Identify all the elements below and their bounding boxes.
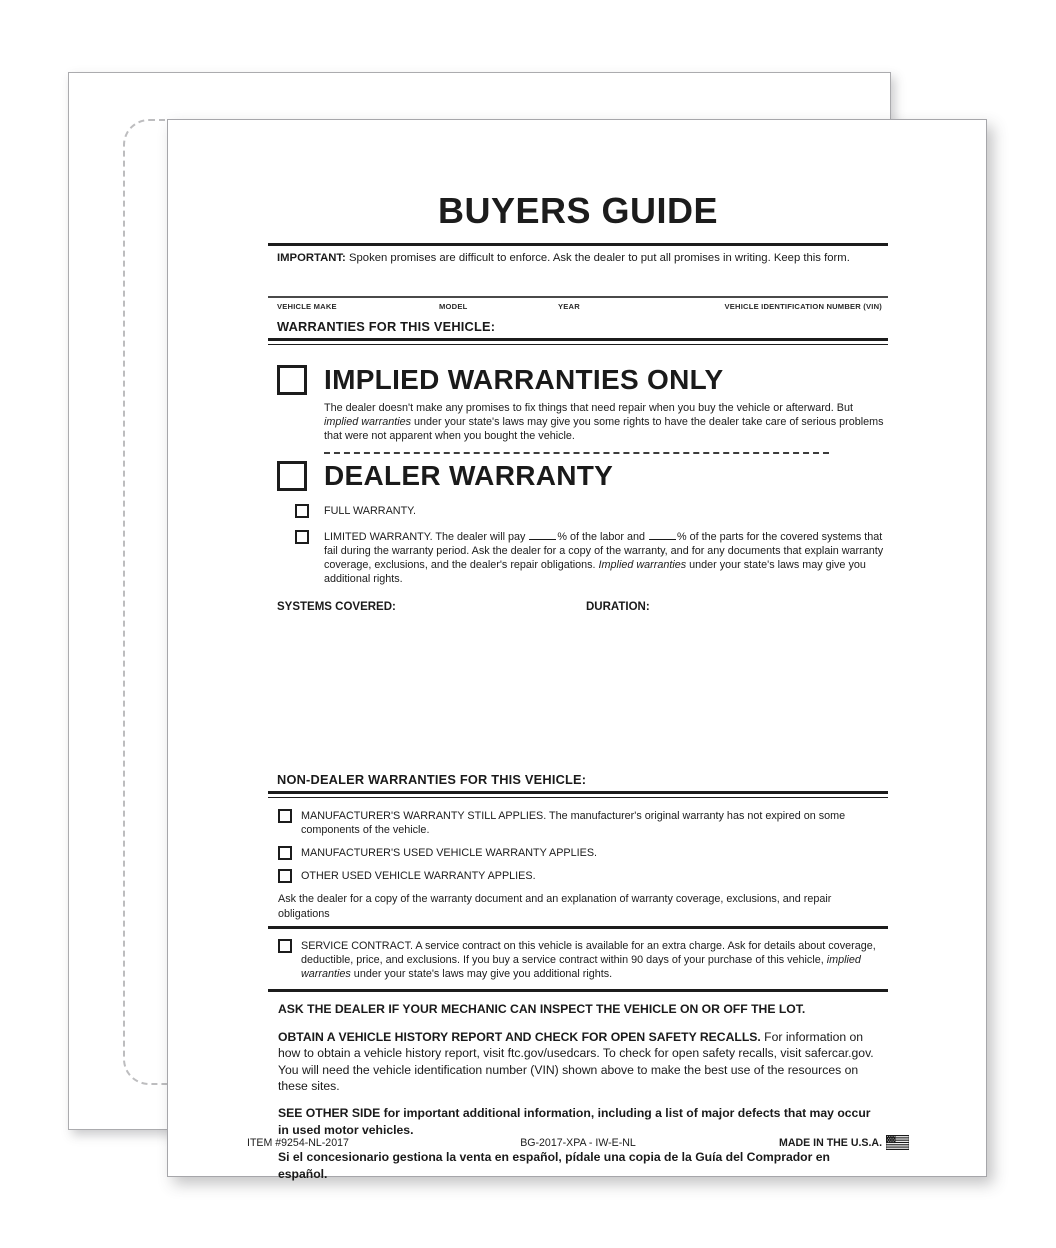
warranty-copy-note: Ask the dealer for a copy of the warranty document and an explanation of warranty coverage, exclusions, and repair obligations: [278, 893, 832, 920]
other-used-warranty-label: OTHER USED VEHICLE WARRANTY APPLIES.: [301, 870, 536, 883]
warranties-section-heading: WARRANTIES FOR THIS VEHICLE:: [277, 319, 496, 334]
service-text-italic: implied warranties: [301, 954, 861, 981]
service-text-part: under your state's laws may give you additional rights.: [350, 968, 613, 981]
vehicle-vin-label: VEHICLE IDENTIFICATION NUMBER (VIN): [724, 302, 882, 311]
page-title: BUYERS GUIDE: [437, 190, 719, 231]
full-warranty-row: [268, 504, 888, 518]
dealer-warranty-checkbox[interactable]: [277, 461, 307, 491]
important-label: IMPORTANT:: [277, 252, 346, 264]
form-content: [268, 120, 888, 1182]
other-used-warranty-row: [268, 869, 888, 883]
dashed-divider: [324, 452, 829, 454]
vehicle-year-label: YEAR: [558, 302, 580, 311]
mechanic-inspection-advisory: ASK THE DEALER IF YOUR MECHANIC CAN INSPECT THE VEHICLE ON OR OFF THE LOT.: [278, 1002, 806, 1017]
section-divider: [268, 338, 888, 345]
limited-text-part: LIMITED WARRANTY. The dealer will pay: [324, 530, 529, 543]
labor-percent-blank[interactable]: [529, 530, 556, 540]
manufacturers-used-warranty-row: [268, 846, 888, 860]
implied-warranties-title: IMPLIED WARRANTIES ONLY: [324, 364, 724, 395]
section-divider: [268, 791, 888, 798]
buyers-guide-form: [167, 119, 987, 1181]
systems-covered-label: SYSTEMS COVERED:: [277, 600, 396, 613]
important-text: Spoken promises are difficult to enforce. Ask the dealer to put all promises in writing. Keep this form.: [345, 252, 850, 264]
implied-warranties-row: [268, 364, 888, 396]
service-contract-checkbox[interactable]: [278, 939, 292, 953]
manufacturers-used-warranty-checkbox[interactable]: [278, 846, 292, 860]
service-text-part: SERVICE CONTRACT. A service contract on this vehicle is available for an extra charge. Ask for details about coverage, deductible, price, and exclusions. If you buy a service contract within 90 days of your purchase of this vehicle,: [301, 939, 876, 967]
history-report-advisory: [278, 1029, 882, 1095]
duration-label: DURATION:: [586, 600, 650, 613]
form-footer: [247, 1135, 909, 1150]
limited-text-part: % of the parts for the covered systems that fail during the warranty period. Ask the dealer for a copy of the warranty, and for any documents that explain warranty coverage, exclusions, and the dealer's repair obligations.: [324, 530, 884, 572]
implied-body-italic: implied warranties: [324, 416, 412, 429]
implied-body-part: The dealer doesn't make any promises to fix things that need repair when you buy the vehicle or afterward. But: [324, 402, 854, 414]
limited-warranty-row: [268, 530, 888, 587]
manufacturers-warranty-checkbox[interactable]: [278, 809, 292, 823]
non-dealer-section-heading: NON-DEALER WARRANTIES FOR THIS VEHICLE:: [277, 771, 587, 787]
vehicle-model-label: MODEL: [439, 302, 468, 311]
implied-warranties-checkbox[interactable]: [277, 365, 307, 395]
made-in-usa-label: MADE IN THE U.S.A.: [779, 1136, 883, 1149]
vehicle-field-labels: [268, 302, 888, 312]
dealer-warranty-row: [268, 460, 888, 492]
limited-text-italic: Implied warranties: [598, 559, 687, 572]
limited-warranty-text: [324, 530, 888, 587]
manufacturers-warranty-label: MANUFACTURER'S WARRANTY STILL APPLIES. The manufacturer's original warranty has not expired on some components of the vehicle.: [301, 809, 846, 836]
divider: [268, 926, 888, 929]
limited-text-part: % of the labor and: [557, 530, 649, 543]
item-number: ITEM #9254-NL-2017: [247, 1136, 349, 1149]
full-warranty-checkbox[interactable]: [295, 504, 309, 518]
manufacturers-used-warranty-label: MANUFACTURER'S USED VEHICLE WARRANTY APPLIES.: [301, 847, 598, 860]
see-other-side-advisory: SEE OTHER SIDE for important additional information, including a list of major defects that may occur in used motor vehicles.: [278, 1106, 871, 1137]
form-code: BG-2017-XPA - IW-E-NL: [520, 1136, 636, 1149]
us-flag-icon: [886, 1135, 909, 1150]
full-warranty-label: FULL WARRANTY.: [324, 504, 416, 517]
other-used-warranty-checkbox[interactable]: [278, 869, 292, 883]
systems-covered-write-area[interactable]: [268, 615, 888, 765]
manufacturers-warranty-row: [268, 809, 888, 837]
limited-text-part: under your state's laws may give you additional rights.: [324, 559, 866, 586]
service-contract-text: [301, 939, 883, 982]
implied-warranties-text: [324, 401, 886, 444]
divider: [268, 243, 888, 246]
limited-warranty-checkbox[interactable]: [295, 530, 309, 544]
parts-percent-blank[interactable]: [649, 530, 676, 540]
vehicle-make-label: VEHICLE MAKE: [277, 302, 337, 311]
systems-duration-row: [268, 601, 888, 615]
made-in-usa: [688, 1135, 909, 1150]
divider: [268, 989, 888, 992]
vehicle-info-line[interactable]: [268, 296, 888, 298]
implied-body-part: under your state's laws may give you some rights to have the dealer take care of serious problems that were not apparent when you bought the vehicle.: [324, 416, 884, 443]
dealer-warranty-title: DEALER WARRANTY: [324, 459, 614, 491]
history-advisory-lead: OBTAIN A VEHICLE HISTORY REPORT AND CHECK FOR OPEN SAFETY RECALLS.: [278, 1029, 761, 1044]
service-contract-row: [268, 939, 888, 982]
important-note: [277, 251, 888, 265]
spanish-advisory: Si el concesionario gestiona la venta en español, pídale una copia de la Guía del Comprador en español.: [278, 1150, 830, 1181]
history-advisory-rest: For information on how to obtain a vehicle history report, visit ftc.gov/usedcars. To check for open safety recalls, visit safercar.gov. You will need the vehicle identification number (VIN) shown above to make the best use of the resources on these sites.: [278, 1029, 874, 1094]
